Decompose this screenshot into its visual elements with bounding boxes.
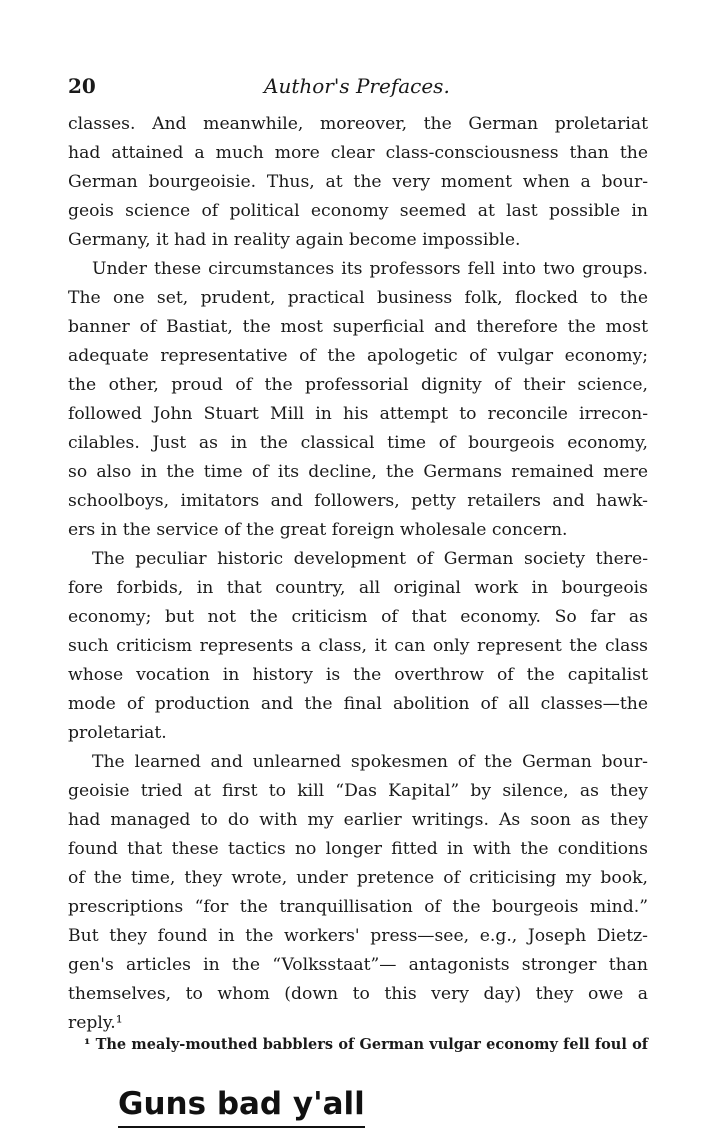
- text-line: fore forbids, in that country, all original work in bourgeois: [68, 578, 648, 598]
- text-line: so also in the time of its decline, the Germans remained mere: [68, 462, 648, 482]
- text-line: had managed to do with my earlier writings. As soon as they: [68, 810, 648, 830]
- text-line: Germany, it had in reality again become impossible.: [68, 230, 521, 250]
- running-head: Author's Prefaces.: [264, 74, 450, 98]
- footnote: ¹ The mealy-mouthed babblers of German vulgar economy fell foul of: [84, 1036, 648, 1053]
- text-line: adequate representative of the apologetic of vulgar economy;: [68, 346, 648, 366]
- page-header: [68, 74, 648, 104]
- text-line: economy; but not the criticism of that economy. So far as: [68, 607, 648, 627]
- text-line: had attained a much more clear class-consciousness than the: [68, 143, 648, 163]
- text-line: banner of Bastiat, the most superficial and therefore the most: [68, 317, 648, 337]
- text-line: The one set, prudent, practical business folk, flocked to the: [68, 288, 648, 308]
- text-line: ers in the service of the great foreign wholesale concern.: [68, 520, 568, 540]
- text-line: The peculiar historic development of German society there-: [92, 549, 648, 569]
- text-line: reply.¹: [68, 1013, 123, 1033]
- text-line: prescriptions “for the tranquillisation of the bourgeois mind.”: [68, 897, 648, 917]
- text-line: proletariat.: [68, 723, 167, 743]
- text-line: cilables. Just as in the classical time of bourgeois economy,: [68, 433, 648, 453]
- text-line: of the time, they wrote, under pretence of criticising my book,: [68, 868, 648, 888]
- text-line: mode of production and the final abolition of all classes—the: [68, 694, 648, 714]
- text-line: geois science of political economy seemed at last possible in: [68, 201, 648, 221]
- text-line: The learned and unlearned spokesmen of the German bour-: [92, 752, 648, 772]
- text-line: themselves, to whom (down to this very day) they owe a: [68, 984, 648, 1004]
- handwritten-caption: Guns bad y'all: [118, 1084, 365, 1128]
- page-number: 20: [68, 74, 96, 98]
- text-line: classes. And meanwhile, moreover, the German proletariat: [68, 114, 648, 134]
- text-line: followed John Stuart Mill in his attempt to reconcile irrecon-: [68, 404, 648, 424]
- text-line: such criticism represents a class, it can only represent the class: [68, 636, 648, 656]
- text-line: But they found in the workers' press—see, e.g., Joseph Dietz-: [68, 926, 648, 946]
- text-line: the other, proud of the professorial dignity of their science,: [68, 375, 648, 395]
- text-line: whose vocation in history is the overthrow of the capitalist: [68, 665, 648, 685]
- text-line: German bourgeoisie. Thus, at the very moment when a bour-: [68, 172, 648, 192]
- text-line: geoisie tried at first to kill “Das Kapital” by silence, as they: [68, 781, 648, 801]
- text-line: Under these circumstances its professors fell into two groups.: [92, 259, 648, 279]
- text-line: schoolboys, imitators and followers, petty retailers and hawk-: [68, 491, 648, 511]
- text-line: found that these tactics no longer fitted in with the conditions: [68, 839, 648, 859]
- text-line: gen's articles in the “Volksstaat”— antagonists stronger than: [68, 955, 648, 975]
- body-text: [68, 110, 648, 1038]
